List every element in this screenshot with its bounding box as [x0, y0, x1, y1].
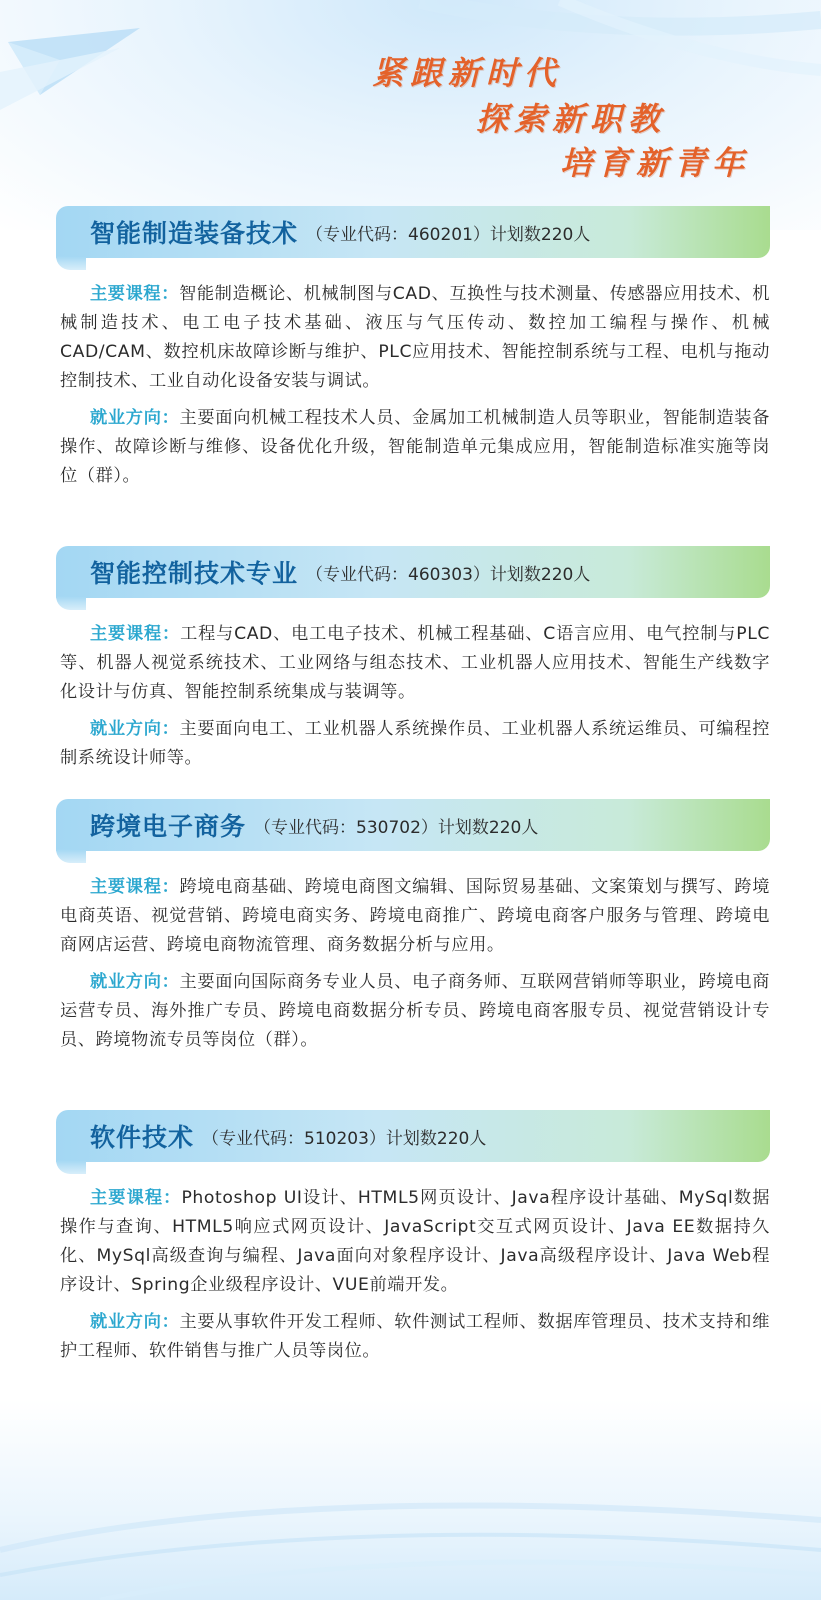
major-code-plan: （专业代码：460303）计划数220人	[306, 564, 591, 585]
courses-paragraph	[56, 280, 770, 396]
courses-paragraph	[56, 620, 770, 707]
courses-text: 工程与CAD、电工电子技术、机械工程基础、C语言应用、电气控制与PLC等、机器人视觉系统技术、工业网络与组态技术、工业机器人应用技术、智能生产线数字化设计与仿真、智能控制系统集成与装调等。	[60, 624, 770, 702]
courses-text: 跨境电商基础、跨境电商图文编辑、国际贸易基础、文案策划与撰写、跨境电商英语、视觉营销、跨境电商实务、跨境电商推广、跨境电商客户服务与管理、跨境电商网店运营、跨境电商物流管理、商务数据分析与应用。	[60, 877, 770, 955]
major-title: 智能制造装备技术	[90, 219, 299, 248]
slogan-line-2: 探索新职教	[476, 100, 667, 138]
courses-label: 主要课程：	[90, 877, 180, 897]
courses-label: 主要课程：	[90, 1188, 182, 1208]
slogan-line-1: 紧跟新时代	[372, 54, 563, 92]
major-banner	[56, 546, 770, 598]
major-section-control	[56, 546, 770, 773]
major-banner	[56, 799, 770, 851]
wave-decoration	[0, 1400, 821, 1600]
major-section-manufacturing	[56, 206, 770, 491]
courses-label: 主要课程：	[90, 624, 181, 644]
major-code-plan: （专业代码：510203）计划数220人	[202, 1128, 487, 1149]
major-title: 跨境电子商务	[90, 812, 247, 841]
jobs-text: 主要面向国际商务专业人员、电子商务师、互联网营销师等职业，跨境电商运营专员、海外推广专员、跨境电商数据分析专员、跨境电商客服专员、视觉营销设计专员、跨境物流专员等岗位（群）。	[60, 972, 770, 1050]
jobs-text: 主要面向电工、工业机器人系统操作员、工业机器人系统运维员、可编程控制系统设计师等。	[60, 719, 770, 768]
jobs-label: 就业方向：	[90, 408, 180, 428]
courses-paragraph	[56, 873, 770, 960]
major-banner	[56, 1110, 770, 1162]
courses-label: 主要课程：	[90, 284, 180, 304]
jobs-label: 就业方向：	[90, 1312, 180, 1332]
courses-text: 智能制造概论、机械制图与CAD、互换性与技术测量、传感器应用技术、机械制造技术、电工电子技术基础、液压与气压传动、数控加工编程与操作、机械CAD/CAM、数控机床故障诊断与维护、PLC应用技术、智能控制系统与工程、电机与拖动控制技术、工业自动化设备安装与调试。	[60, 284, 770, 391]
jobs-label: 就业方向：	[90, 972, 180, 992]
jobs-paragraph	[56, 715, 770, 773]
jobs-label: 就业方向：	[90, 719, 180, 739]
jobs-text: 主要面向机械工程技术人员、金属加工机械制造人员等职业，智能制造装备操作、故障诊断与维修、设备优化升级，智能制造单元集成应用，智能制造标准实施等岗位（群）。	[60, 408, 770, 486]
major-code-plan: （专业代码：530702）计划数220人	[254, 817, 539, 838]
courses-text: Photoshop UI设计、HTML5网页设计、Java程序设计基础、MySql数据操作与查询、HTML5响应式网页设计、JavaScript交互式网页设计、Java EE数据持久化、MySql高级查询与编程、Java面向对象程序设计、Java高级程序设计、Java Web程序设计、Spring企业级程序设计、VUE前端开发。	[60, 1188, 770, 1295]
courses-paragraph	[56, 1184, 770, 1300]
major-section-ecommerce	[56, 799, 770, 1055]
slogan-line-3: 培育新青年	[560, 144, 751, 182]
jobs-paragraph	[56, 404, 770, 491]
major-banner	[56, 206, 770, 258]
major-section-software	[56, 1110, 770, 1366]
major-title: 软件技术	[90, 1123, 195, 1152]
jobs-text: 主要从事软件开发工程师、软件测试工程师、数据库管理员、技术支持和维护工程师、软件销售与推广人员等岗位。	[60, 1312, 770, 1361]
jobs-paragraph	[56, 968, 770, 1055]
major-code-plan: （专业代码：460201）计划数220人	[306, 224, 591, 245]
major-title: 智能控制技术专业	[90, 559, 299, 588]
paper-plane-decoration	[0, 0, 821, 230]
jobs-paragraph	[56, 1308, 770, 1366]
